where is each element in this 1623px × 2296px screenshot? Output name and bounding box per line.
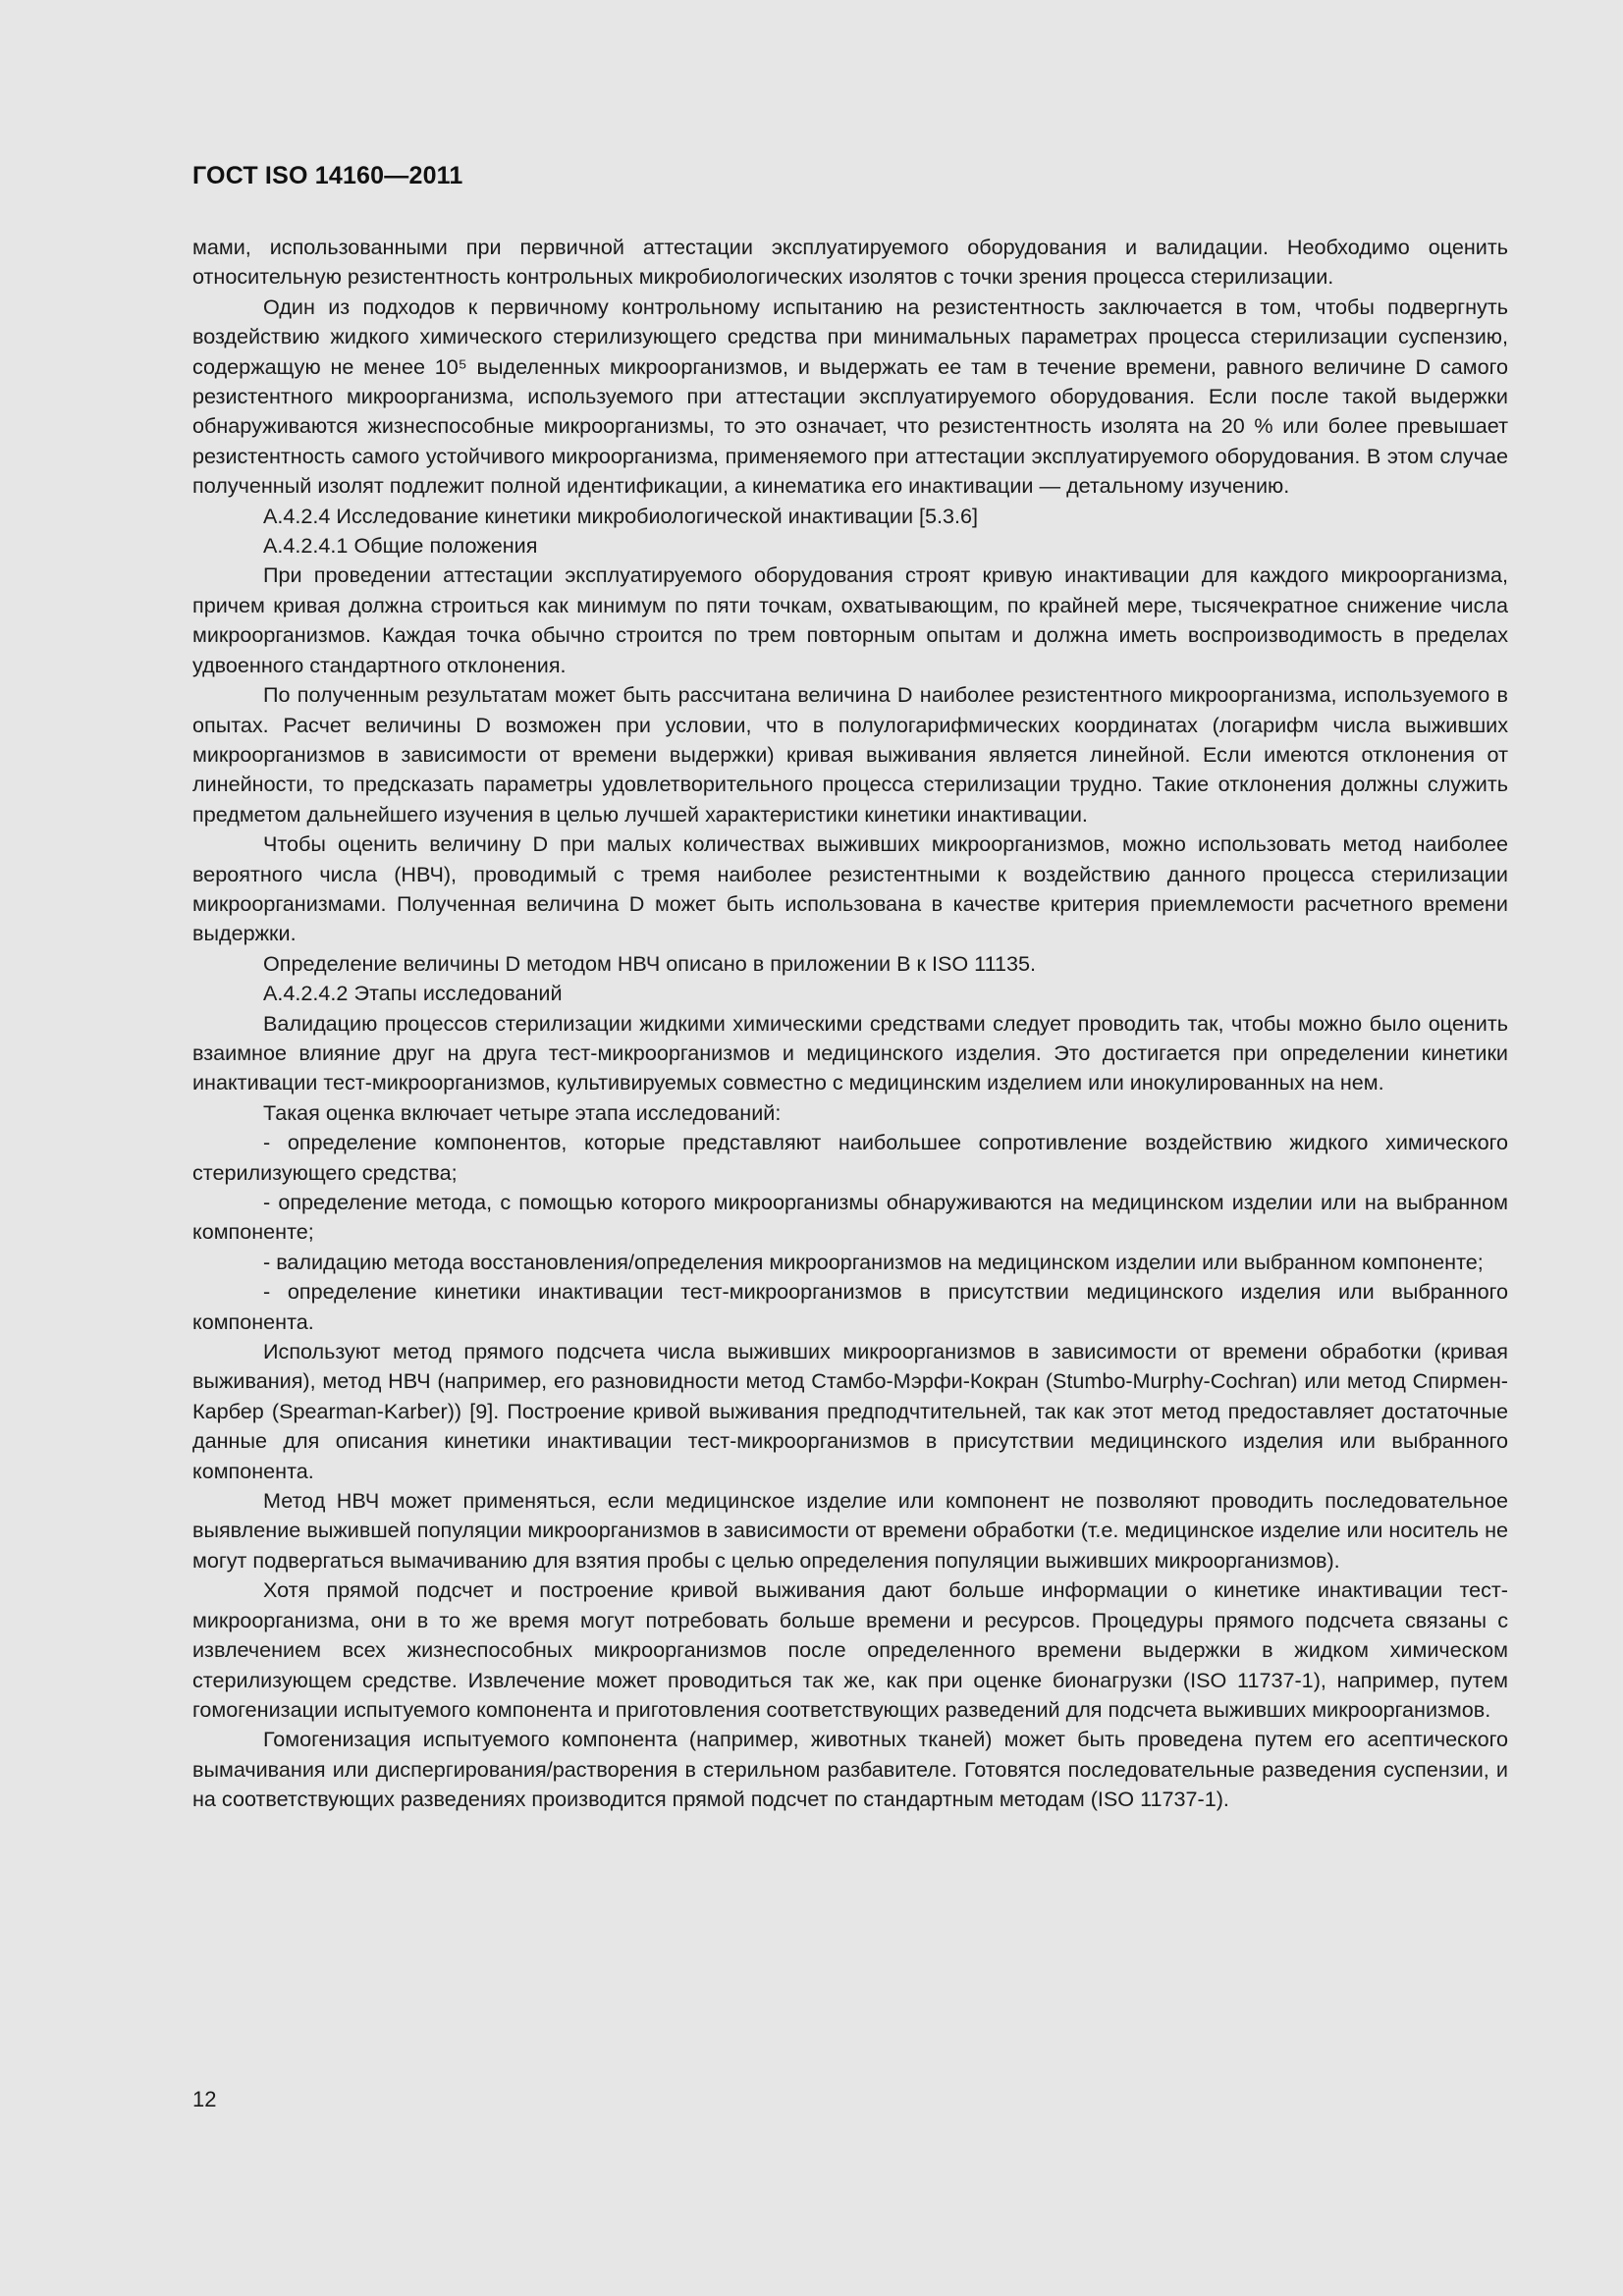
paragraph: Хотя прямой подсчет и построение кривой выживания дают больше информации о кинетике инактивации тест-микроорганизма, они в то же время могут потребовать больше времени и ресурсов. Процедуры прямого подсчета связаны с извлечением всех жизнеспособных микроорганизмов после определенного времени выдержки в жидком химическом стерилизующем средстве. Извлечение может проводиться так же, как при оценке бионагрузки (ISO 11737-1), например, путем гомогенизации испытуемого компонента и приготовления соответствующих разведений для подсчета выживших микроорганизмов. bbox=[192, 1577, 1508, 1722]
paragraph: Валидацию процессов стерилизации жидкими химическими средствами следует проводить так, чтобы можно было оценить взаимное влияние друг на друга тест-микроорганизмов и медицинского изделия. Это достигается при определении кинетики инактивации тест-микроорганизмов, культивируемых совместно с медицинским изделием или инокулированных на нем. bbox=[192, 1010, 1508, 1095]
paragraph: Гомогенизация испытуемого компонента (например, животных тканей) может быть проведена путем его асептического вымачивания или диспергирования/растворения в стерильном разбавителе. Готовятся последовательные разведения суспензии, и на соответствующих разведениях производится прямой подсчет по стандартным методам (ISO 11737-1). bbox=[192, 1727, 1508, 1812]
list-item: - определение метода, с помощью которого микроорганизмы обнаруживаются на медицинском изделии или на выбранном компоненте; bbox=[192, 1190, 1508, 1245]
list-item: - валидацию метода восстановления/определения микроорганизмов на медицинском изделии или выбранном компоненте; bbox=[263, 1249, 1484, 1274]
paragraph: мами, использованными при первичной аттестации эксплуатируемого оборудования и валидации. Необходимо оценить относительную резистентность контрольных микробиологических изолятов с точки зрения процесса стерилизации. bbox=[192, 235, 1508, 290]
section-heading: А.4.2.4 Исследование кинетики микробиологической инактивации [5.3.6] bbox=[263, 503, 979, 528]
paragraph: Используют метод прямого подсчета числа выживших микроорганизмов в зависимости от времени обработки (кривая выживания), метод НВЧ (например, его разновидности метод Стамбо-Мэрфи-Кокран (Stumbo-Murphy-Cochran) или метод Спирмен-Карбер (Spearman-Karber)) [9]. Построение кривой выживания предподчтительней, так как этот метод предоставляет достаточные данные для описания кинетики инактивации тест-микроорганизмов в присутствии медицинского изделия или выбранного компонента. bbox=[192, 1339, 1508, 1483]
paragraph: При проведении аттестации эксплуатируемого оборудования строят кривую инактивации для каждого микроорганизма, причем кривая должна строиться как минимум по пяти точкам, охватывающим, по крайней мере, тысячекратное снижение числа микроорганизмов. Каждая точка обычно строится по трем повторным опытам и должна иметь воспроизводимость в пределах удвоенного стандартного отклонения. bbox=[192, 562, 1508, 677]
paragraph: Чтобы оценить величину D при малых количествах выживших микроорганизмов, можно использовать метод наиболее вероятного числа (НВЧ), проводимый с тремя наиболее резистентными к воздействию данного процесса стерилизации микроорганизмами. Полученная величина D может быть использована в качестве критерия приемлемости расчетного времени выдержки. bbox=[192, 831, 1508, 946]
section-heading: А.4.2.4.2 Этапы исследований bbox=[263, 981, 563, 1006]
document-body bbox=[192, 233, 1508, 1815]
list-item: - определение кинетики инактивации тест-микроорганизмов в присутствии медицинского изделия или выбранного компонента. bbox=[192, 1279, 1508, 1334]
paragraph: Определение величины D методом НВЧ описано в приложении В к ISO 11135. bbox=[263, 950, 1036, 976]
paragraph: Метод НВЧ может применяться, если медицинское изделие или компонент не позволяют проводить последовательное выявление выжившей популяции микроорганизмов в зависимости от времени обработки (т.е. медицинское изделие или носитель не могут подвергаться вымачиванию для взятия пробы с целью определения популяции выживших микроорганизмов). bbox=[192, 1488, 1508, 1573]
document-header-title: ГОСТ ISO 14160—2011 bbox=[192, 162, 463, 189]
paragraph: Один из подходов к первичному контрольному испытанию на резистентность заключается в том, чтобы подвергнуть воздействию жидкого химического стерилизующего средства при минимальных параметрах процесса стерилизации суспензию, содержащую не менее 10⁵ выделенных микроорганизмов, и выдержать ее там в течение времени, равного величине D самого резистентного микроорганизма, используемого при аттестации эксплуатируемого оборудования. Если после такой выдержки обнаруживаются жизнеспособные микроорганизмы, то это означает, что резистентность изолята на 20 % или более превышает резистентность самого устойчивого микроорганизма, применяемого при аттестации эксплуатируемого оборудования. В этом случае полученный изолят подлежит полной идентификации, а кинематика его инактивации — детальному изучению. bbox=[192, 294, 1508, 499]
page-number: 12 bbox=[192, 2087, 217, 2111]
paragraph: Такая оценка включает четыре этапа исследований: bbox=[263, 1099, 782, 1125]
paragraph: По полученным результатам может быть рассчитана величина D наиболее резистентного микроорганизма, используемого в опытах. Расчет величины D возможен при условии, что в полулогарифмических координатах (логарифм числа выживших микроорганизмов в зависимости от времени выдержки) кривая выживания является линейной. Если имеются отклонения от линейности, то предсказать параметры удовлетворительного процесса стерилизации трудно. Такие отклонения должны служить предметом дальнейшего изучения в целью лучшей характеристики кинетики инактивации. bbox=[192, 682, 1508, 827]
list-item: - определение компонентов, которые представляют наибольшее сопротивление воздействию жидкого химического стерилизующего средства; bbox=[192, 1130, 1508, 1185]
section-heading: А.4.2.4.1 Общие положения bbox=[263, 533, 538, 559]
